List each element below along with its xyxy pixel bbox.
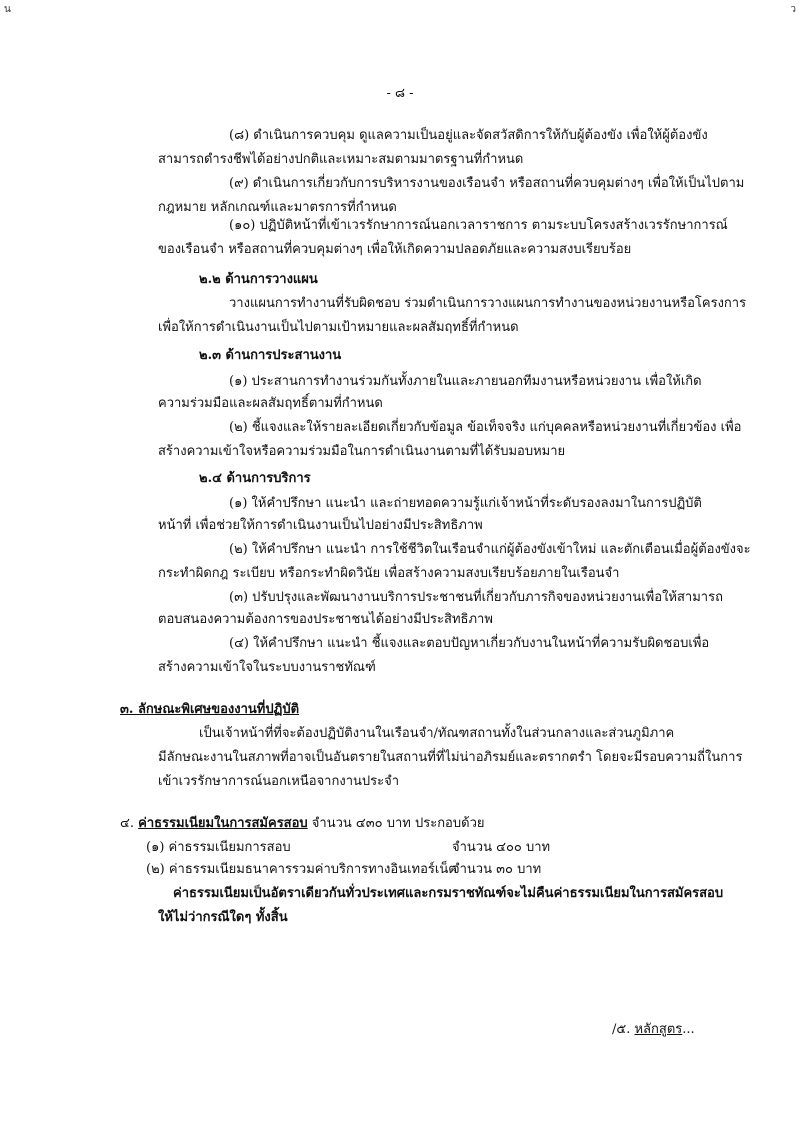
fee-1-label: (๑) ค่าธรรมเนียมการสอบ bbox=[146, 840, 291, 855]
continuation-text: หลักสูตร bbox=[634, 1022, 683, 1037]
section-3-heading: ๓. ลักษณะพิเศษของงานที่ปฏิบัติ bbox=[120, 702, 300, 717]
duty-10-line-2: ของเรือนจำ หรือสถานที่ควบคุมต่างๆ เพื่อให้เกิดความปลอดภัยและความสงบเรียบร้อย bbox=[158, 242, 632, 257]
section-2-2-line-1: วางแผนการทำงานที่รับผิดชอบ ร่วมดำเนินการวางแผนการทำงานของหน่วยงานหรือโครงการ bbox=[229, 296, 747, 311]
continuation-suffix: ... bbox=[682, 1022, 695, 1037]
section-2-2-line-2: เพื่อให้การดำเนินงานเป็นไปตามเป้าหมายและผลสัมฤทธิ์ที่กำหนด bbox=[158, 320, 519, 335]
section-4-heading-row bbox=[120, 814, 484, 834]
section-4-heading-tail: จำนวน ๔๓๐ บาท ประกอบด้วย bbox=[307, 816, 485, 831]
section-3-line-2: มีลักษณะงานในสภาพที่อาจเป็นอันตรายในสถานที่ที่ไม่น่าอภิรมย์และตรากตรำ โดยจะมีรอบความถี่ในการ bbox=[158, 750, 743, 765]
section-2-3-item-2-line-2: สร้างความเข้าใจหรือความร่วมมือในการดำเนินงานตามที่ได้รับมอบหมาย bbox=[158, 444, 566, 459]
fee-1-amount: จำนวน ๔๐๐ บาท bbox=[452, 840, 551, 855]
duty-9-line-1: (๙) ดำเนินการเกี่ยวกับการบริหารงานของเรือนจำ หรือสถานที่ควบคุมต่างๆ เพื่อให้เป็นไปตาม bbox=[229, 176, 745, 191]
section-2-4-item-2-line-1: (๒) ให้คำปรึกษา แนะนำ การใช้ชีวิตในเรือนจำแก่ผู้ต้องขังเข้าใหม่ และตักเตือนเมื่อผู้ต้องขังจะ bbox=[229, 542, 751, 557]
section-2-4-item-4-line-1: (๔) ให้คำปรึกษา แนะนำ ชี้แจงและตอบปัญหาเกี่ยวกับงานในหน้าที่ความรับผิดชอบเพื่อ bbox=[229, 636, 710, 651]
section-2-4-item-3-line-2: ตอบสนองความต้องการของประชาชนได้อย่างมีประสิทธิภาพ bbox=[158, 612, 493, 627]
section-2-3-item-2-line-1: (๒) ชี้แจงและให้รายละเอียดเกี่ยวกับข้อมูล ข้อเท็จจริง แก่บุคคลหรือหน่วยงานที่เกี่ยวข้อง เพื่อ bbox=[229, 420, 742, 435]
page-number: - ๘ - bbox=[386, 86, 414, 101]
fee-2-amount: จำนวน ๓๐ บาท bbox=[452, 862, 542, 877]
section-3-line-3: เข้าเวรรักษาการณ์นอกเหนือจากงานประจำ bbox=[158, 774, 400, 789]
duty-8-line-2: สามารถดำรงชีพได้อย่างปกติและเหมาะสมตามมาตรฐานที่กำหนด bbox=[158, 152, 524, 167]
section-4-number: ๔. bbox=[120, 816, 134, 831]
duty-8-line-1: (๘) ดำเนินการควบคุม ดูแลความเป็นอยู่และจัดสวัสดิการให้กับผู้ต้องขัง เพื่อให้ผู้ต้องขัง bbox=[229, 128, 708, 143]
duty-9-line-2: กฎหมาย หลักเกณฑ์และมาตรการที่กำหนด bbox=[158, 200, 397, 215]
section-4-heading: ค่าธรรมเนียมในการสมัครสอบ bbox=[138, 816, 308, 831]
section-2-2-heading: ๒.๒ ด้านการวางแผน bbox=[199, 272, 318, 287]
section-2-4-item-3-line-1: (๓) ปรับปรุงและพัฒนางานบริการประชาชนที่เกี่ยวกับภารกิจของหน่วยงานเพื่อให้สามารถ bbox=[229, 590, 723, 605]
continuation-prefix: /๕. bbox=[612, 1022, 635, 1037]
section-2-4-heading: ๒.๔ ด้านการบริการ bbox=[199, 471, 311, 486]
continuation-marker bbox=[612, 1020, 695, 1040]
section-2-4-item-1-line-2: หน้าที่ เพื่อช่วยให้การดำเนินงานเป็นไปอย่างมีประสิทธิภาพ bbox=[158, 518, 483, 533]
edge-mark-left: น bbox=[4, 4, 11, 15]
section-2-3-item-1-line-2: ความร่วมมือและผลสัมฤทธิ์ตามที่กำหนด bbox=[158, 396, 383, 411]
fee-note-line-1: ค่าธรรมเนียมเป็นอัตราเดียวกันทั่วประเทศและกรมราชทัณฑ์จะไม่คืนค่าธรรมเนียมในการสมัครสอบ bbox=[173, 886, 724, 901]
fee-note-line-2: ให้ไม่ว่ากรณีใดๆ ทั้งสิ้น bbox=[158, 910, 288, 925]
section-2-4-item-2-line-2: กระทำผิดกฎ ระเบียบ หรือกระทำผิดวินัย เพื่อสร้างความสงบเรียบร้อยภายในเรือนจำ bbox=[158, 566, 620, 581]
edge-mark-right: ว bbox=[790, 4, 796, 15]
section-2-4-item-1-line-1: (๑) ให้คำปรึกษา แนะนำ และถ่ายทอดความรู้แก่เจ้าหน้าที่ระดับรองลงมาในการปฏิบัติ bbox=[229, 496, 702, 511]
fee-2-label: (๒) ค่าธรรมเนียมธนาคารรวมค่าบริการทางอินเทอร์เน็ต bbox=[146, 862, 457, 877]
duty-10-line-1: (๑๐) ปฏิบัติหน้าที่เข้าเวรรักษาการณ์นอกเวลาราชการ ตามระบบโครงสร้างเวรรักษาการณ์ bbox=[229, 218, 728, 233]
section-2-3-heading: ๒.๓ ด้านการประสานงาน bbox=[199, 348, 342, 363]
section-3-line-1: เป็นเจ้าหน้าที่ที่จะต้องปฏิบัติงานในเรือนจำ/ทัณฑสถานทั้งในส่วนกลางและส่วนภูมิภาค bbox=[199, 726, 675, 741]
section-2-3-item-1-line-1: (๑) ประสานการทำงานร่วมกันทั้งภายในและภายนอกทีมงานหรือหน่วยงาน เพื่อให้เกิด bbox=[229, 374, 702, 389]
section-2-4-item-4-line-2: สร้างความเข้าใจในระบบงานราชทัณฑ์ bbox=[158, 660, 376, 675]
